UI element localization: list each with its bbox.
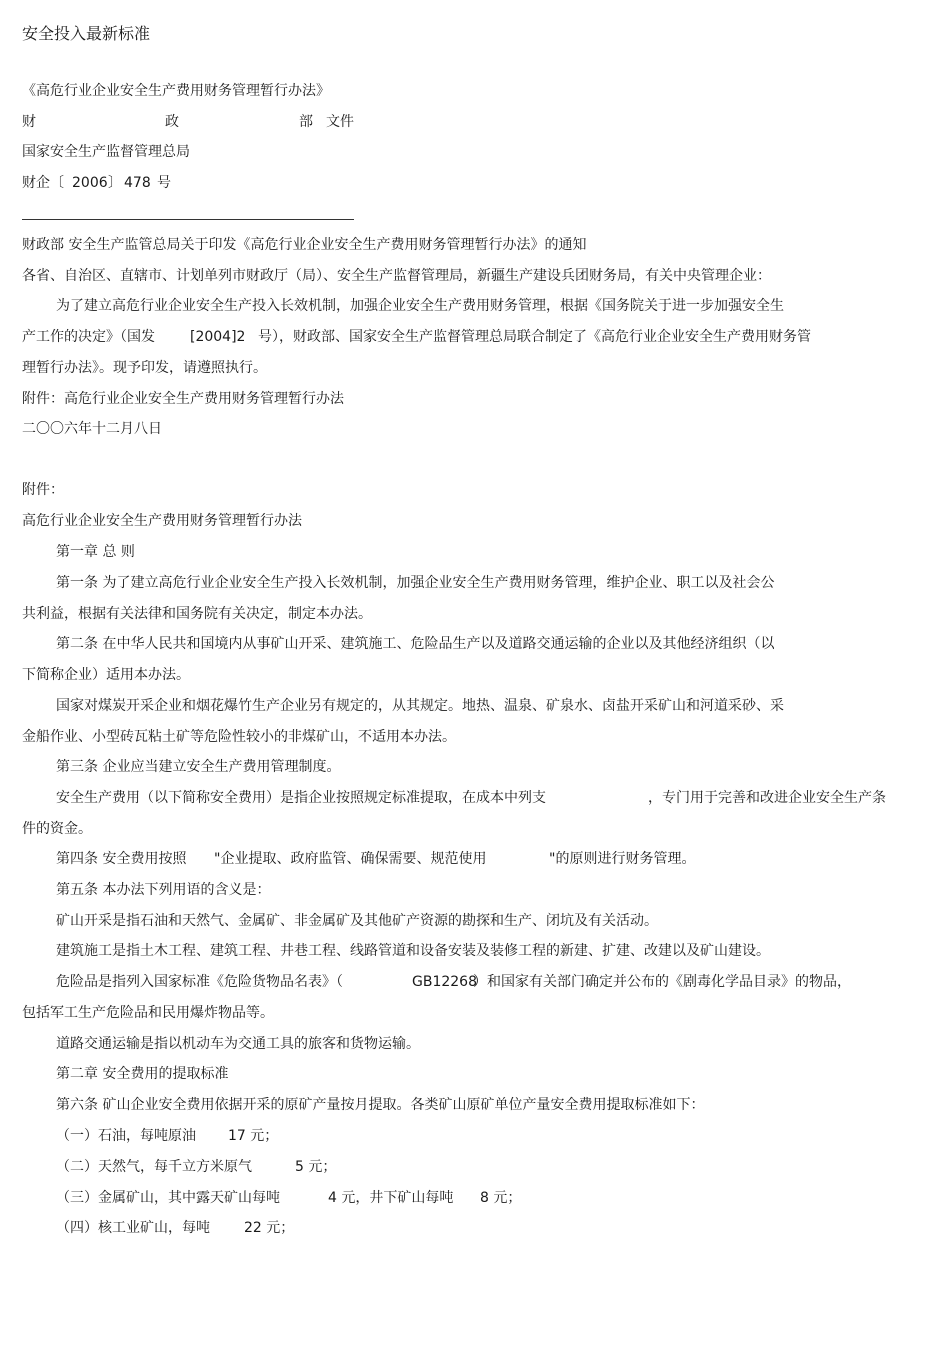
chapter-1-heading: 第一章 总 则 (56, 544, 135, 560)
issuer-2: 国家安全生产监督管理总局 (22, 144, 190, 160)
article-2b-line-2: 金船作业、小型砖瓦粘土矿等危险性较小的非煤矿山，不适用本办法。 (22, 729, 456, 745)
d3-b: GB12268 (412, 974, 477, 990)
p1-l2-b: [2004]2 (190, 329, 246, 345)
item-2-text: （二）天然气，每千立方米原气 (56, 1159, 252, 1175)
a4-a: 第四条 安全费用按照 (56, 851, 187, 867)
attachment-title: 高危行业企业安全生产费用财务管理暂行办法 (22, 513, 302, 529)
definition-construction: 建筑施工是指土木工程、建筑工程、井巷工程、线路管道和设备安装及装修工程的新建、扩建、改建以及矿山建设。 (56, 943, 770, 959)
a3b-l1-a: 安全生产费用（以下简称安全费用）是指企业按照规定标准提取，在成本中列支 (56, 790, 546, 806)
issue-date: 二〇〇六年十二月八日 (22, 421, 162, 437)
article-5: 第五条 本办法下列用语的含义是： (56, 882, 271, 898)
article-1-line-2: 共利益，根据有关法律和国务院有关决定，制定本办法。 (22, 606, 372, 622)
document-title: 安全投入最新标准 (22, 24, 151, 43)
item-3-text: （三）金属矿山，其中露天矿山每吨 (56, 1190, 280, 1206)
item-4-text: （四）核工业矿山，每吨 (56, 1220, 210, 1236)
article-2-line-2: 下简称企业）适用本办法。 (22, 667, 190, 683)
item-4-value: 22 元； (244, 1220, 295, 1236)
article-2b-line-1: 国家对煤炭开采企业和烟花爆竹生产企业另有规定的，从其规定。地热、温泉、矿泉水、卤盐开采矿山和河道采砂、采 (56, 698, 784, 714)
issuer-char-3: 部 (299, 114, 313, 130)
law-name: 《高危行业企业安全生产费用财务管理暂行办法》 (22, 83, 330, 99)
paragraph-1-line-1: 为了建立高危行业企业安全生产投入长效机制，加强企业安全生产费用财务管理，根据《国务院关于进一步加强安全生 (56, 298, 784, 314)
attachment-label: 附件： (22, 482, 64, 498)
p1-l2-c: 号），财政部、国家安全生产监督管理总局联合制定了《高危行业企业安全生产费用财务管 (258, 329, 811, 345)
item-1-value: 17 元； (228, 1128, 279, 1144)
d3-c: ）和国家有关部门确定并公布的《剧毒化学品目录》的物品， (473, 974, 851, 990)
doc-no-prefix: 财企〔 (22, 175, 64, 191)
chapter-2-heading: 第二章 安全费用的提取标准 (56, 1066, 229, 1082)
definition-transport: 道路交通运输是指以机动车为交通工具的旅客和货物运输。 (56, 1036, 420, 1052)
notice-title: 财政部 安全生产监管总局关于印发《高危行业企业安全生产费用财务管理暂行办法》的通知 (22, 237, 587, 253)
addressees: 各省、自治区、直辖市、计划单列市财政厅（局）、安全生产监督管理局，新疆生产建设兵团财务局，有关中央管理企业： (22, 268, 771, 284)
paragraph-1-line-3: 理暂行办法》。现予印发，请遵照执行。 (22, 360, 267, 376)
definition-mining: 矿山开采是指石油和天然气、金属矿、非金属矿及其他矿产资源的勘探和生产、闭坑及有关活动。 (56, 913, 658, 929)
doc-no-year: 2006 (72, 175, 108, 191)
a4-c: "的原则进行财务管理。 (549, 851, 696, 867)
definition-hazardous-line-2: 包括军工生产危险品和民用爆炸物品等。 (22, 1005, 274, 1021)
attachment-line: 附件：高危行业企业安全生产费用财务管理暂行办法 (22, 391, 344, 407)
a4-b: "企业提取、政府监管、确保需要、规范使用 (214, 851, 487, 867)
article-3b-line-2: 件的资金。 (22, 821, 92, 837)
d3-a: 危险品是指列入国家标准《危险货物品名表》（ (56, 974, 343, 990)
doc-no-suffix: 号 (157, 175, 171, 191)
article-1-line-1: 第一条 为了建立高危行业企业安全生产投入长效机制，加强企业安全生产费用财务管理，维护企业、职工以及社会公 (56, 575, 775, 591)
article-2-line-1: 第二条 在中华人民共和国境内从事矿山开采、建筑施工、危险品生产以及道路交通运输的企业以及其他经济组织（以 (56, 636, 775, 652)
issuer-suffix: 文件 (326, 114, 354, 130)
doc-no-number: 478 (124, 175, 151, 191)
issuer-char-1: 财 (22, 114, 36, 130)
issuer-char-2: 政 (165, 114, 179, 130)
p1-l2-a: 产工作的决定》（国发 (22, 329, 155, 345)
article-3: 第三条 企业应当建立安全生产费用管理制度。 (56, 759, 341, 775)
a3b-l1-b: ，专门用于完善和改进企业安全生产条 (648, 790, 886, 806)
doc-no-bracket: 〕 (108, 175, 122, 191)
item-2-value: 5 元； (295, 1159, 337, 1175)
item-1-text: （一）石油，每吨原油 (56, 1128, 196, 1144)
item-3-value-a: 4 元，井下矿山每吨 (328, 1190, 454, 1206)
separator-line (22, 219, 354, 220)
article-6: 第六条 矿山企业安全费用依据开采的原矿产量按月提取。各类矿山原矿单位产量安全费用提取标准如下： (56, 1097, 705, 1113)
item-3-value-b: 8 元； (480, 1190, 522, 1206)
